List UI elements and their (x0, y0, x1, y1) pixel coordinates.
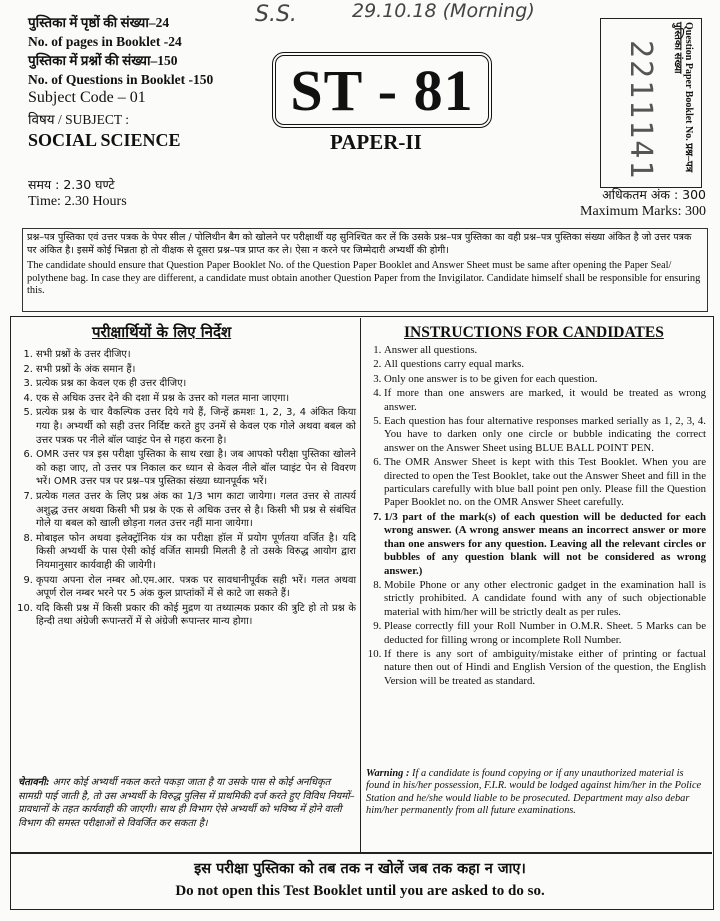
warning-label-hindi: चेतावनी: (18, 777, 50, 788)
instructions-english-column (366, 344, 706, 689)
marks-english: Maximum Marks: 300 (580, 204, 706, 219)
instruction-en-4: 4. If more than one answers are marked, it would be treated as wrong answer. (384, 387, 706, 414)
instructions-heading-hindi: परीक्षार्थियों के लिए निर्देश (92, 323, 232, 341)
instruction-hi-9: 9. कृपया अपना रोल नम्बर ओ.एम.आर. पत्रक पर सावधानीपूर्वक सही भरें। गलत अथवा अपूर्ण रोल नम्बर भरने पर 5 अंक कुल प्राप्तांकों में से काटे जा सकते हैं। (36, 574, 356, 601)
booklet-number: 2211141 (623, 40, 658, 181)
booklet-number-label: Question Paper Booklet No. प्रश्न–पत्र पुस्तिका संख्या (672, 22, 694, 173)
column-divider (360, 318, 361, 852)
instruction-hi-2: 2. सभी प्रश्नों के अंक समान हैं। (36, 363, 356, 377)
pages-english: No. of pages in Booklet -24 (28, 34, 182, 49)
instruction-hi-5: 5. प्रत्येक प्रश्न के चार वैकल्पिक उत्तर दिये गये हैं, जिन्हें क्रमशः 1, 2, 3, 4 अंकित किया गया है। अभ्यर्थी को सही उत्तर निर्दिष्ट करते हुए उनमें से केवल एक गोले अथवा बबल को उत्तर पत्रक पर नीले बॉल प्वाइंट पेन से गहरा करना है। (36, 406, 356, 447)
subject-name: SOCIAL SCIENCE (28, 130, 181, 150)
instruction-en-8: 8. Mobile Phone or any other electronic gadget in the examination hall is strictly prohibited. A candidate found with any of such objectionable material with him/her will be strictly dealt as per rules. (384, 579, 706, 619)
instruction-hi-3: 3. प्रत्येक प्रश्न का केवल एक ही उत्तर दीजिए। (36, 377, 356, 391)
instruction-en-6: 6. The OMR Answer Sheet is kept with this Test Booklet. When you are directed to open the Test Booklet, take out the Answer Sheet and fill in the particulars carefully with blue ball point pen only. Please fill the Question Paper Booklet no. on the OMR Answer Sheet carefully. (384, 456, 706, 510)
paper-code: ST - 81 (290, 57, 474, 123)
handwritten-initials: S.S. (255, 2, 297, 27)
pages-hindi: पुस्तिका में पृष्ठों की संख्या–24 (28, 15, 170, 30)
instruction-hi-8: 8. मोबाइल फोन अथवा इलेक्ट्रॉनिक यंत्र का परीक्षा हॉल में प्रयोग पूर्णतया वर्जित है। यदि किसी अभ्यर्थी के पास ऐसी कोई वर्जित सामग्री मिलती है तो उसके विरुद्ध आयोग द्वारा नियमानुसार कार्यवाही की जायेगी। (36, 532, 356, 573)
instruction-en-10: 10. If there is any sort of ambiguity/mistake either of printing or factual nature then out of Hindi and English Version of the question, the English Version will be treated as standard. (384, 648, 706, 688)
instruction-en-2: 2. All questions carry equal marks. (384, 358, 706, 371)
warning-english (366, 768, 706, 818)
instructions-hindi-column (18, 348, 356, 630)
footer-hindi: इस परीक्षा पुस्तिका को तब तक न खोलें जब तक कहा न जाए। (194, 861, 526, 877)
instruction-en-3: 3. Only one answer is to be given for each question. (384, 373, 706, 386)
questions-english: No. of Questions in Booklet -150 (28, 72, 214, 87)
subject-label: विषय / SUBJECT : (28, 112, 130, 127)
time-english: Time: 2.30 Hours (28, 194, 127, 209)
questions-hindi: पुस्तिका में प्रश्नों की संख्या–150 (28, 53, 178, 68)
instruction-hi-6: 6. OMR उत्तर पत्र इस परीक्षा पुस्तिका के साथ रखा है। जब आपको परीक्षा पुस्तिका खोलने को कहा जाए, तो उत्तर पत्र निकाल कर ध्यान से केवल नीले बॉल प्वाइंट पेन से विवरण भरें। OMR उत्तर पत्र पर प्रश्न–पत्र पुस्तिका संख्या ध्यानपूर्वक भरें। (36, 448, 356, 489)
warning-hindi (18, 776, 356, 830)
instruction-hi-7: 7. प्रत्येक गलत उत्तर के लिए प्रश्न अंक का 1/3 भाग काटा जायेगा। गलत उत्तर से तात्पर्य अशुद्ध उत्तर अथवा किसी भी प्रश्न के एक से अधिक उत्तर से है। किसी भी प्रश्न से संबंधित गोले या बबल को खाली छोड़ना गलत उत्तर नहीं माना जायेगा। (36, 490, 356, 531)
warning-text-hindi: अगर कोई अभ्यर्थी नकल करते पकड़ा जाता है या उसके पास से कोई अनधिकृत सामग्री पाई जाती है, तो उस अभ्यर्थी के विरुद्ध पुलिस में प्राथमिकी दर्ज करते हुए विविध नियमों–प्रावधानों के तहत कार्यवाही की जाएगी। साथ ही विभाग ऐसे अभ्यर्थी को भविष्य में होने वाली विभाग की समस्त परीक्षाओं से विवर्जित कर सकता है। (18, 777, 355, 829)
subject-code: Subject Code – 01 (28, 89, 146, 106)
warning-label-english: Warning : (366, 768, 410, 779)
footer-divider (10, 852, 712, 854)
instruction-en-9: 9. Please correctly fill your Roll Number in O.M.R. Sheet. 5 Marks can be deducted for filling wrong or incomplete Roll Number. (384, 620, 706, 647)
instruction-hi-4: 4. एक से अधिक उत्तर देने की दशा में प्रश्न के उत्तर को गलत माना जाएगा। (36, 392, 356, 406)
instruction-hi-1: 1. सभी प्रश्नों के उत्तर दीजिए। (36, 348, 356, 362)
instruction-en-5: 5. Each question has four alternative responses marked serially as 1, 2, 3, 4. You have to darken only one circle or bubble indicating the correct answer on the Answer Sheet using BLUE BALL POINT PEN. (384, 415, 706, 455)
booklet-check-notice (22, 228, 708, 312)
notice-hindi: प्रश्न–पत्र पुस्तिका एवं उत्तर पत्रक के पेपर सील / पोलिथीन बैग को खोलने पर परीक्षार्थी यह सुनिश्चित कर लें कि उसके प्रश्न–पत्र पुस्तिका का वही प्रश्न–पत्र पुस्तिका संख्या अंकित है जो उत्तर पत्रक पर अंकित है। इसमें कोई भिन्नता हो तो वीक्षक से दूसरा प्रश्न–पत्र प्राप्त कर ले। ऐसा न करने पर जिम्मेदारी अभ्यर्थी की होगी। (27, 232, 692, 256)
handwritten-date: 29.10.18 (Morning) (352, 0, 535, 22)
paper-number: PAPER-II (330, 130, 422, 154)
paper-code-box (272, 52, 492, 128)
notice-english: The candidate should ensure that Question Paper Booklet No. of the Question Paper Booklet and Answer Sheet must be same after opening the Paper Seal/ polythene bag. In case they are different, a candidate must obtain another Question Paper from the Invigilator. Candidate himself shall be responsible for ensuring this. (27, 260, 701, 296)
instructions-heading-english: INSTRUCTIONS FOR CANDIDATES (404, 324, 664, 341)
time-hindi: समय : 2.30 घण्टे (28, 177, 115, 192)
instruction-en-1: 1. Answer all questions. (384, 344, 706, 357)
instruction-hi-10: 10. यदि किसी प्रश्न में किसी प्रकार की कोई मुद्रण या तथ्यात्मक प्रकार की त्रुटि हो तो प्रश्न के हिन्दी तथा अंग्रेजी रूपान्तरों में से अंग्रेजी रूपान्तर मान्य होगा। (36, 602, 356, 629)
marks-hindi: अधिकतम अंक : 300 (602, 187, 706, 202)
warning-text-english: If a candidate is found copying or if any unauthorized material is found in his/her possession, F.I.R. would be lodged against him/her in the Police Station and he/she would liable to be prosecuted. Department may also debar him/her permanently from all future examinations. (366, 768, 702, 817)
footer-english: Do not open this Test Booklet until you are asked to do so. (175, 883, 545, 899)
instruction-en-7: 7. 1/3 part of the mark(s) of each question will be deducted for each wrong answer. (A wrong answer means an incorrect answer or more than one answers for any question. Leaving all the relevant circles or bubbles of any question blank will not be considered as wrong answer.) (384, 511, 706, 578)
